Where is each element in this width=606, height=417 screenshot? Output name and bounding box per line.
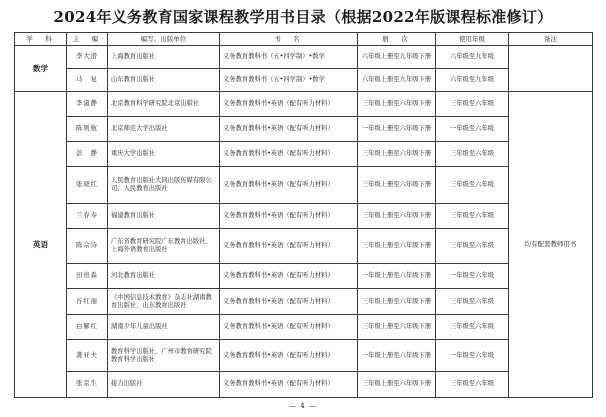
table-row bbox=[15, 289, 593, 315]
editor-cell: 谷红丽 bbox=[67, 289, 108, 315]
header-subject: 学 科 bbox=[15, 33, 67, 46]
header-volume: 册 次 bbox=[358, 33, 436, 46]
subject-math: 数学 bbox=[15, 46, 67, 92]
volume-cell: 一年级上册至六年级下册 bbox=[358, 340, 436, 371]
grade-cell: 三年级至六年级 bbox=[436, 91, 509, 116]
grade-cell: 一年级至六年级 bbox=[436, 264, 509, 289]
book-cell: 义务教育教科书•英语（配有听力材料） bbox=[220, 228, 358, 264]
table-row bbox=[15, 142, 593, 167]
textbook-catalog-table bbox=[14, 32, 593, 398]
publisher-cell: 河北教育出版社 bbox=[108, 264, 220, 289]
publisher-cell: 北京教育科学研究院北京出版社 bbox=[108, 91, 220, 116]
volume-cell: 三年级上册至六年级下册 bbox=[358, 167, 436, 204]
grade-cell: 三年级至六年级 bbox=[436, 289, 509, 315]
volume-cell: 三年级上册至六年级下册 bbox=[358, 289, 436, 315]
grade-cell: 六年级至九年级 bbox=[436, 68, 509, 91]
publisher-cell: 广东省教育研究院广东教育出版社、上海外语教育出版社 bbox=[108, 228, 220, 264]
note-english: 均有配套教师用书 bbox=[509, 91, 593, 397]
book-cell: 义务教育教科书（五•四学制）•数学 bbox=[220, 46, 358, 69]
editor-cell: 李淑静 bbox=[67, 91, 108, 116]
publisher-cell: 《中国信息技术教育》杂志社湖南教育出版社、山东教育出版社 bbox=[108, 289, 220, 315]
editor-cell: 陈则航 bbox=[67, 117, 108, 142]
header-editor: 主 编 bbox=[67, 33, 108, 46]
editor-cell: 张晓红 bbox=[67, 167, 108, 204]
volume-cell: 三年级上册至六年级下册 bbox=[358, 203, 436, 228]
volume-cell: 六年级上册至九年级下册 bbox=[358, 46, 436, 69]
table-row bbox=[15, 371, 593, 397]
volume-cell: 三年级上册至六年级下册 bbox=[358, 315, 436, 340]
book-cell: 义务教育教科书•英语（配有听力材料） bbox=[220, 264, 358, 289]
table-row bbox=[15, 117, 593, 142]
volume-cell: 三年级上册至六年级下册 bbox=[358, 371, 436, 397]
table-row bbox=[15, 167, 593, 204]
book-cell: 义务教育教科书•英语（配有听力材料） bbox=[220, 289, 358, 315]
editor-cell: 田贵森 bbox=[67, 264, 108, 289]
book-cell: 义务教育教科书•英语（配有听力材料） bbox=[220, 142, 358, 167]
volume-cell: 六年级上册至九年级下册 bbox=[358, 68, 436, 91]
grade-cell: 一年级至六年级 bbox=[436, 340, 509, 371]
table-row bbox=[15, 68, 593, 91]
book-cell: 义务教育教科书•英语（配有听力材料） bbox=[220, 91, 358, 116]
grade-cell: 三年级至六年级 bbox=[436, 142, 509, 167]
volume-cell: 一年级上册至六年级下册 bbox=[358, 117, 436, 142]
grade-cell: 六年级至九年级 bbox=[436, 46, 509, 69]
table-row bbox=[15, 91, 593, 116]
editor-cell: 龚亚夫 bbox=[67, 340, 108, 371]
book-cell: 义务教育教科书•英语（配有听力材料） bbox=[220, 315, 358, 340]
publisher-cell: 教育科学出版社、广州市教育研究院教育科学出版社 bbox=[108, 340, 220, 371]
header-book: 书 名 bbox=[220, 33, 358, 46]
editor-cell: 白解红 bbox=[67, 315, 108, 340]
book-cell: 义务教育教科书•英语（配有听力材料） bbox=[220, 340, 358, 371]
table-row bbox=[15, 228, 593, 264]
table-row bbox=[15, 315, 593, 340]
publisher-cell: 北京师范大学出版社 bbox=[108, 117, 220, 142]
volume-cell: 一年级上册至六年级下册 bbox=[358, 264, 436, 289]
grade-cell: 三年级至六年级 bbox=[436, 228, 509, 264]
table-row bbox=[15, 203, 593, 228]
document-title: 2024年义务教育国家课程教学用书目录（根据2022年版课程标准修订） bbox=[53, 8, 553, 26]
editor-cell: 彭 静 bbox=[67, 142, 108, 167]
header-note: 备注 bbox=[509, 33, 593, 46]
publisher-cell: 人民教育出版社大同出版传媒有限公司、人民教育出版社 bbox=[108, 167, 220, 204]
publisher-cell: 接力出版社 bbox=[108, 371, 220, 397]
table-row bbox=[15, 264, 593, 289]
publisher-cell: 上海教育出版社 bbox=[108, 46, 220, 69]
book-cell: 义务教育教科书•英语（配有听力材料） bbox=[220, 203, 358, 228]
page-number: — 4 — bbox=[289, 402, 317, 410]
volume-cell: 三年级上册至六年级下册 bbox=[358, 91, 436, 116]
publisher-cell: 湖南少年儿童出版社 bbox=[108, 315, 220, 340]
table-row bbox=[15, 340, 593, 371]
grade-cell: 三年级至六年级 bbox=[436, 167, 509, 204]
editor-cell: 李大潜 bbox=[67, 46, 108, 69]
volume-cell: 三年级上册至六年级下册 bbox=[358, 228, 436, 264]
grade-cell: 三年级至六年级 bbox=[436, 203, 509, 228]
grade-cell: 三年级至六年级 bbox=[436, 315, 509, 340]
editor-cell: 陈佘诗 bbox=[67, 228, 108, 264]
editor-cell: 马 复 bbox=[67, 68, 108, 91]
grade-cell: 一年级至六年级 bbox=[436, 117, 509, 142]
volume-cell: 三年级上册至六年级下册 bbox=[358, 142, 436, 167]
publisher-cell: 福建教育出版社 bbox=[108, 203, 220, 228]
book-cell: 义务教育教科书•英语（配有听力材料） bbox=[220, 167, 358, 204]
header-publisher: 编写、出版单位 bbox=[108, 33, 220, 46]
editor-cell: 张京生 bbox=[67, 371, 108, 397]
note-math bbox=[509, 46, 593, 92]
table-header-row bbox=[15, 33, 593, 46]
book-cell: 义务教育教科书•英语（配有听力材料） bbox=[220, 117, 358, 142]
publisher-cell: 重庆大学出版社 bbox=[108, 142, 220, 167]
header-grade: 使用年级 bbox=[436, 33, 509, 46]
book-cell: 义务教育教科书•英语（配有听力材料） bbox=[220, 371, 358, 397]
grade-cell: 三年级至六年级 bbox=[436, 371, 509, 397]
table-row bbox=[15, 46, 593, 69]
editor-cell: 兰春寿 bbox=[67, 203, 108, 228]
publisher-cell: 山东教育出版社 bbox=[108, 68, 220, 91]
subject-english: 英语 bbox=[15, 91, 67, 397]
book-cell: 义务教育教科书（五•四学制）•数学 bbox=[220, 68, 358, 91]
